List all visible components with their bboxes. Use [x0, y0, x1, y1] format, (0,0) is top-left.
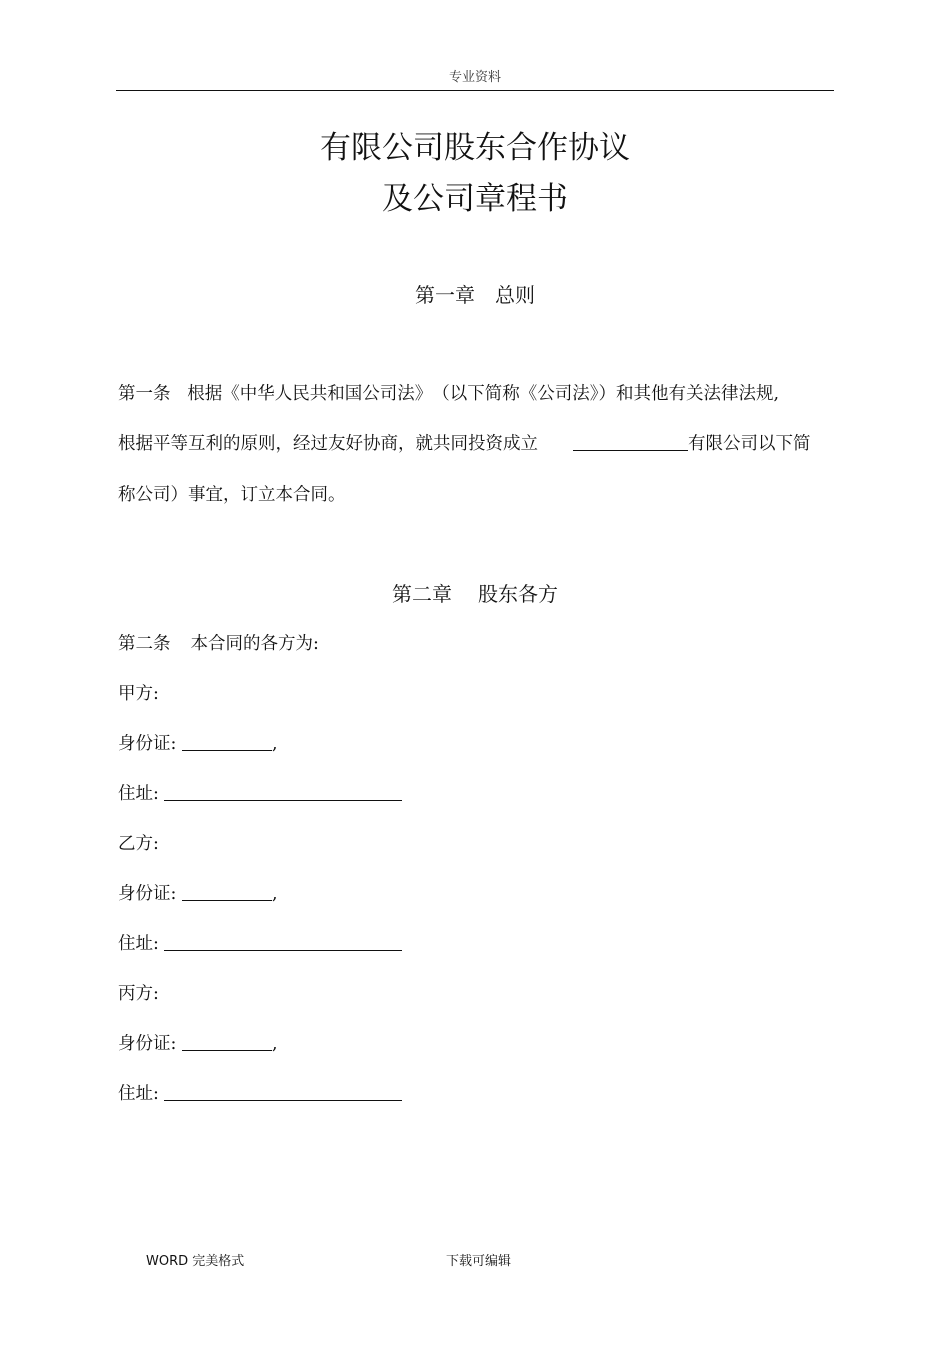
party-b-address-label: 住址: [118, 934, 159, 954]
chapter1-heading [0, 279, 950, 308]
footer-right-text: 下载可编辑 [446, 1254, 512, 1269]
party-b-id-blank[interactable] [182, 884, 272, 901]
party-a-address-blank[interactable] [164, 784, 402, 801]
article2-text: 本合同的各方为: [190, 634, 319, 654]
article1-line1 [118, 380, 779, 405]
article1-text-line2b: 有限公司以下简 [688, 434, 811, 454]
party-c-address-blank[interactable] [164, 1084, 402, 1101]
party-c-id-comma: , [271, 1034, 278, 1054]
party-a-address-label: 住址: [118, 784, 159, 804]
party-a-address-row [118, 780, 402, 805]
party-b-address-row [118, 930, 402, 955]
article2-line [118, 630, 319, 655]
chapter2-number: 第二章 [392, 582, 452, 606]
document-title-line1: 有限公司股东合作协议 [320, 130, 630, 166]
article1-line3: 称公司）事宜，订立本合同。 [118, 485, 346, 505]
party-b-id-comma: , [271, 884, 278, 904]
chapter2-title: 股东各方 [478, 582, 558, 606]
document-title-line2: 及公司章程书 [382, 181, 568, 217]
article1-text-line2a: 根据平等互利的原则，经过友好协商，就共同投资成立 [118, 434, 538, 454]
chapter2-heading [0, 578, 950, 607]
party-c-id-label: 身份证: [118, 1034, 177, 1054]
party-c-name: 丙方: [118, 984, 159, 1004]
article1-label: 第一条 [118, 384, 171, 404]
article1-text-line1: 根据《中华人民共和国公司法》 （以下简称《公司法》）和其他有关法律法规, [187, 384, 780, 404]
party-a-name: 甲方: [118, 684, 159, 704]
party-c-address-label: 住址: [118, 1084, 159, 1104]
company-name-blank[interactable] [573, 434, 688, 451]
article2-label: 第二条 [118, 634, 171, 654]
footer-left-text: WORD 完美格式 [146, 1254, 245, 1269]
party-c-id-row [118, 1030, 278, 1055]
article1-line2 [118, 430, 811, 455]
party-b-id-row [118, 880, 278, 905]
page-header-text: 专业资料 [448, 70, 501, 85]
chapter1-title: 总则 [495, 283, 535, 307]
party-c-id-blank[interactable] [182, 1034, 272, 1051]
chapter1-number: 第一章 [415, 283, 475, 307]
party-a-id-comma: , [271, 734, 278, 754]
party-a-id-blank[interactable] [182, 734, 272, 751]
party-b-name: 乙方: [118, 834, 159, 854]
header-divider [116, 90, 834, 91]
party-a-id-label: 身份证: [118, 734, 177, 754]
party-b-address-blank[interactable] [164, 934, 402, 951]
party-a-id-row [118, 730, 278, 755]
party-b-id-label: 身份证: [118, 884, 177, 904]
party-c-address-row [118, 1080, 402, 1105]
